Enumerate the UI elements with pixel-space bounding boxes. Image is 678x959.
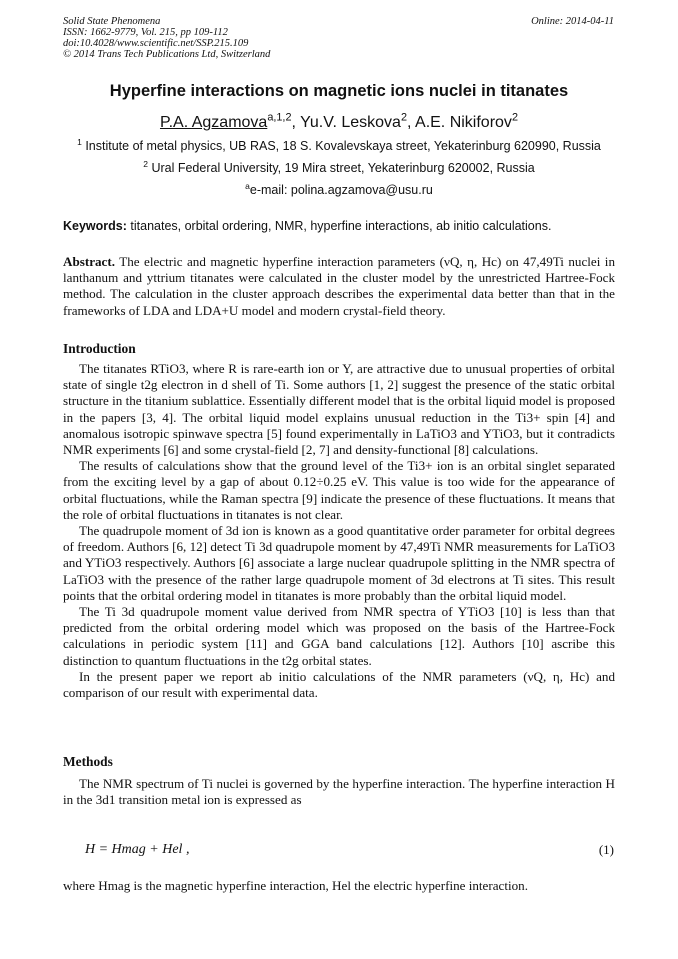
affiliation-text: Institute of metal physics, UB RAS, 18 S. Kovalevskaya street, Yekaterinburg 620990, Russia (85, 139, 601, 153)
email-superscript: a (245, 180, 250, 191)
intro-paragraph-5: In the present paper we report ab initio calculations of the NMR parameters (νQ, η, Hc) and comparison of our result with experimental data. (63, 668, 615, 701)
affiliation-number: 2 (143, 158, 148, 169)
introduction-heading: Introduction (63, 341, 136, 356)
issn-line: ISSN: 1662-9779, Vol. 215, pp 109-112 (63, 27, 228, 38)
author-name: P.A. Agzamova (159, 114, 268, 131)
journal-name: Solid State Phenomena (63, 16, 161, 27)
author-name: Yu.V. Leskova (300, 114, 401, 131)
paper-title: Hyperfine interactions on magnetic ions nuclei in titanates (109, 82, 569, 100)
author-name: A.E. Nikiforov (415, 114, 512, 131)
equation-1: H = Hmag + Hel , (85, 842, 190, 857)
abstract-label: Abstract. (63, 254, 115, 269)
intro-paragraph-3: The quadrupole moment of 3d ion is known as a good quantitative order parameter for orbital degrees of freedom. Authors [6, 12] detect Ti 3d quadrupole moment by 47,49Ti NMR measurements for LaTiO3 and YTiO3 respectively. Authors [6] associate a large nuclear quadrupole splitting in the NMR spectra of LaTiO3 with the presence of the rather large quadrupole moment of 3d electrons at Ti sites. This result points that the orbital ordering model in titanates is more probably than the orbital liquid model. (63, 523, 615, 603)
author-superscript: a,1,2 (267, 111, 292, 124)
abstract-text: The electric and magnetic hyperfine interaction parameters (νQ, η, Hc) on 47,49Ti nuclei in lanthanum and yttrium titanates were calculated in the cluster model by the unrestricted Hartree-Fock method. The calculation in the cluster approach describes the experimental data better than that in the frameworks of LDA and LDA+U model and modern crystal-field theory. (63, 254, 615, 318)
author-superscript: 2 (511, 111, 518, 124)
intro-paragraph-2: The results of calculations show that the ground level of the Ti3+ ion is an orbital singlet separated from the exciting level by a gap of about 0.12÷0.25 eV. This value is too wide for the appearance of orbital fluctuations, while the Raman spectra [9] indicate the presence of these fluctuations. It means that the role of orbital fluctuations in titanates is not clear. (63, 458, 615, 522)
methods-body (63, 776, 615, 808)
methods-heading: Methods (63, 754, 113, 769)
keywords-text: titanates, orbital ordering, NMR, hyperfine interactions, ab initio calculations. (130, 219, 552, 233)
journal-header (63, 16, 270, 60)
intro-paragraph-1: The titanates RTiO3, where R is rare-earth ion or Y, are attractive due to unusual properties of orbital state of single t2g electron in d shell of Ti. Some authors [1, 2] suggest the presence of the static orbital structure in the titanium sublattice. Essentially different model that is the orbital liquid model is proposed in the papers [3, 4]. The orbital liquid model explains unusual reduction in the Ti3+ spin [4] and anomalous isotropic spinwave spectra [5] found experimentally in LaTiO3 and YTiO3, but it contradicts NMR experiments [6] and some crystal-field [2, 7] and density-functional [8] calculations. (63, 361, 615, 458)
online-date: Online: 2014-04-11 (531, 16, 614, 27)
doi-line: doi:10.4028/www.scientific.net/SSP.215.109 (63, 38, 249, 49)
keywords (63, 219, 551, 233)
author-list: P.A. Agzamova$^{a,1,2}$, Yu.V. Leskova$^2$, A.E. Nikiforov$^2$ (159, 111, 518, 131)
methods-paragraph-2: where Hmag is the magnetic hyperfine interaction, Hel the electric hyperfine interaction. (63, 878, 528, 893)
intro-paragraph-4: The Ti 3d quadrupole moment value derived from NMR spectra of YTiO3 [10] is less than that predicted from the orbital ordering model which was proposed on the basis of the Hartree-Fock calculations in periodic system [11] and GGA band calculations [12]. Authors [10] ascribe this distinction to quantum fluctuations in the t2g orbital states. (63, 604, 615, 668)
introduction-body (63, 361, 615, 701)
email-line (0, 180, 678, 197)
methods-body-2 (63, 878, 615, 894)
equation-number: (1) (598, 842, 614, 857)
abstract (63, 254, 615, 319)
keywords-label: Keywords: (63, 219, 127, 233)
author-superscript: 2 (400, 111, 407, 124)
affiliation-text: Ural Federal University, 19 Mira street, Yekaterinburg 620002, Russia (151, 161, 535, 175)
email-text: e-mail: polina.agzamova@usu.ru (249, 183, 433, 197)
affiliation-1 (0, 136, 678, 153)
affiliation-number: 1 (77, 136, 82, 147)
abstract-paragraph (63, 254, 615, 319)
copyright-line: © 2014 Trans Tech Publications Ltd, Switzerland (63, 49, 271, 60)
affiliation-2 (0, 158, 678, 175)
methods-paragraph-1: The NMR spectrum of Ti nuclei is governed by the hyperfine interaction. The hyperfine interaction H in the 3d1 transition metal ion is expressed as (63, 776, 615, 808)
